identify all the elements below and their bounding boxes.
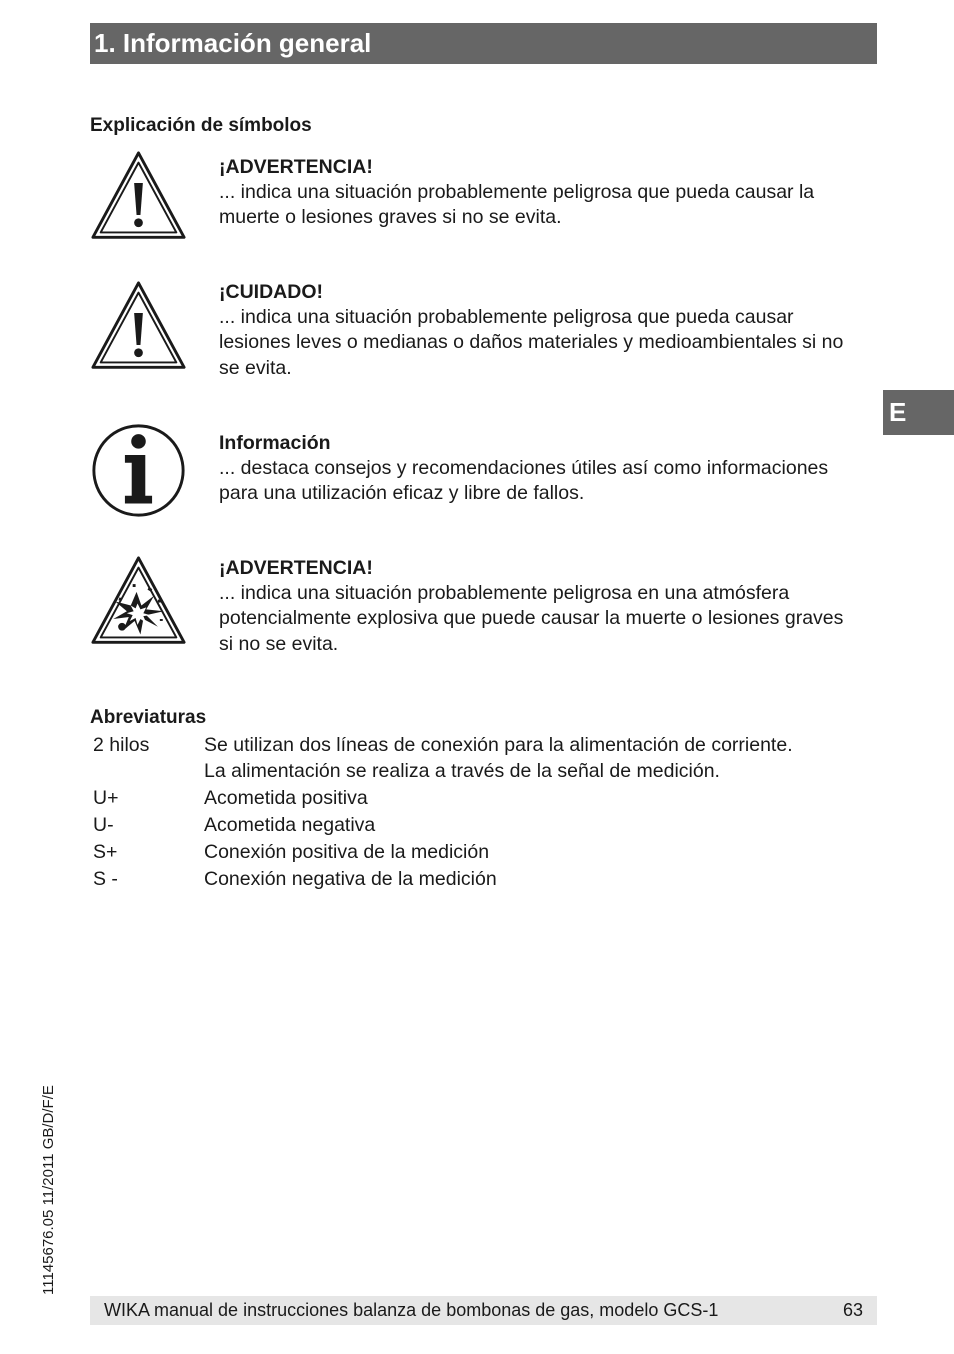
abbr-desc: Conexión positiva de la medición (204, 840, 490, 863)
symbol-desc-line: si no se evita. (219, 632, 339, 655)
table-row (93, 813, 793, 840)
explosion-warning-icon (90, 555, 187, 652)
abbr-term: 2 hilos (93, 734, 150, 756)
symbol-information (219, 431, 879, 507)
symbol-desc-line: ... destaca consejos y recomendaciones útiles así como informaciones (219, 457, 829, 480)
page-footer (90, 1296, 877, 1325)
document-code: 11145676.05 11/2011 GB/D/F/E (40, 1085, 57, 1295)
symbol-title: Información (219, 432, 331, 454)
symbol-explosion-warning (219, 556, 879, 657)
symbol-title: ¡CUIDADO! (219, 281, 323, 303)
abbr-term: S - (93, 867, 118, 890)
table-row (93, 840, 793, 867)
language-tab[interactable] (883, 390, 954, 435)
symbol-desc-line: ... indica una situación probablemente peligrosa en una atmósfera (219, 582, 790, 605)
abbreviations-section-title: Abreviaturas (90, 707, 207, 728)
caution-triangle-icon (90, 280, 187, 377)
symbols-section-title: Explicación de símbolos (90, 115, 312, 136)
abbr-desc (204, 733, 793, 786)
symbol-desc-line: ... indica una situación probablemente peligrosa que pueda causar (219, 306, 794, 329)
table-row (93, 867, 793, 894)
page-title: 1. Información general (94, 28, 372, 58)
symbol-title: ¡ADVERTENCIA! (219, 156, 373, 178)
abbr-desc-line: Se utilizan dos líneas de conexión para la alimentación de corriente. (204, 734, 793, 756)
language-tab-label: E (889, 397, 907, 427)
abbr-desc: Acometida positiva (204, 786, 368, 809)
symbol-title: ¡ADVERTENCIA! (219, 557, 373, 579)
symbol-desc-line: ... indica una situación probablemente peligrosa que pueda causar la (219, 181, 815, 204)
symbol-desc-line: lesiones leves o medianas o daños materiales y medioambientales si no (219, 331, 844, 354)
symbol-warning (219, 155, 879, 231)
warning-triangle-icon (90, 150, 187, 247)
abbr-term: U- (93, 813, 114, 836)
page-number: 63 (842, 1300, 863, 1320)
symbol-desc-line: muerte o lesiones graves si no se evita. (219, 206, 562, 229)
abbr-desc-line: La alimentación se realiza a través de la señal de medición. (204, 759, 720, 782)
symbol-desc-line: para una utilización eficaz y libre de fallos. (219, 482, 585, 505)
symbol-caution (219, 280, 879, 381)
symbol-desc-line: se evita. (219, 356, 292, 379)
symbol-desc-line: potencialmente explosiva que puede causar la muerte o lesiones graves (219, 607, 844, 630)
information-icon (90, 422, 187, 519)
abbreviations-table (93, 733, 793, 894)
footer-text: WIKA manual de instrucciones balanza de bombonas de gas, modelo GCS-1 (104, 1300, 719, 1320)
table-row (93, 786, 793, 813)
abbr-desc: Acometida negativa (204, 813, 376, 836)
table-row (93, 733, 793, 786)
abbr-term: U+ (93, 786, 119, 809)
abbr-desc: Conexión negativa de la medición (204, 867, 497, 890)
abbr-term: S+ (93, 840, 118, 863)
page-header (90, 23, 877, 64)
